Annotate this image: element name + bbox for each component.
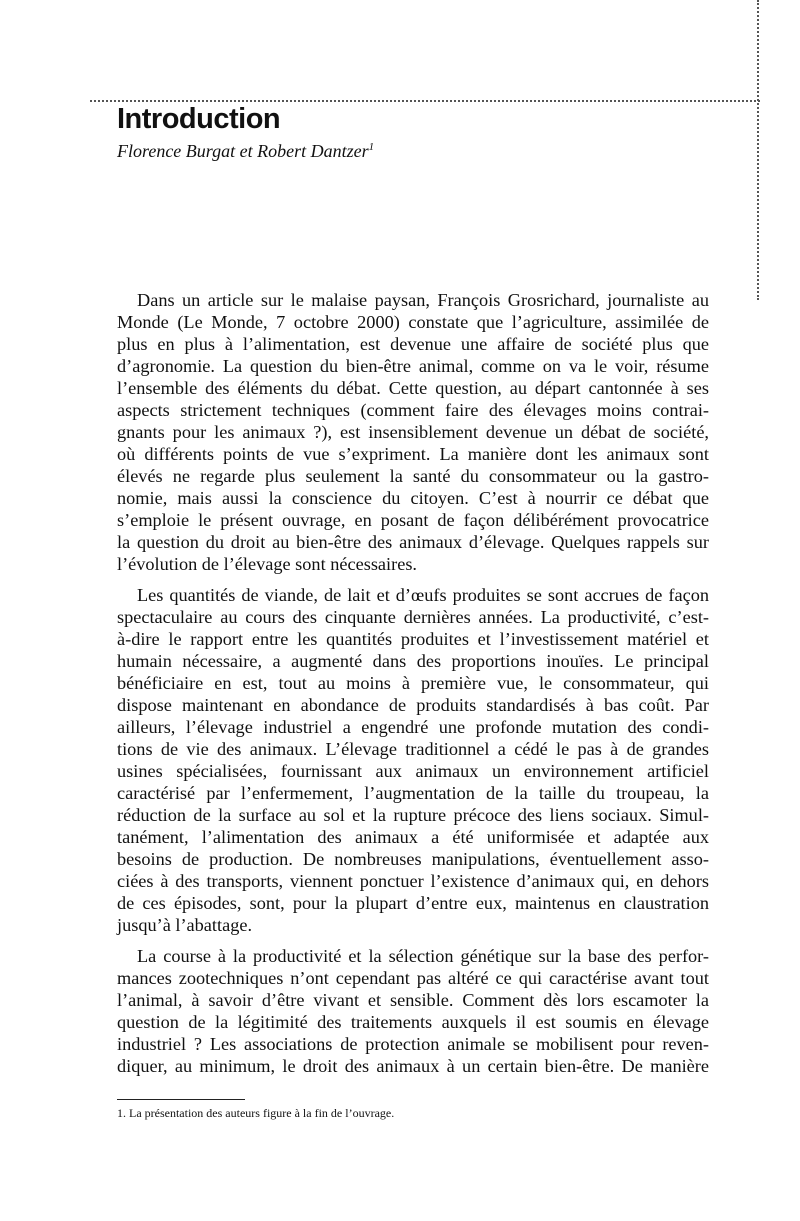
- text-line: d’agronomie. La question du bien-être animal, comme on va le voir, résume: [117, 356, 709, 376]
- paragraph: [117, 289, 709, 575]
- text-line: besoins de production. De nombreuses manipulations, éventuellement asso-: [117, 849, 709, 869]
- text-line: ciées à des transports, viennent ponctuer l’existence d’animaux qui, en dehors: [117, 871, 709, 891]
- chapter-authors: [117, 141, 374, 162]
- text-line: humain nécessaire, a augmenté dans des proportions inouïes. Le principal: [117, 651, 709, 671]
- text-line: bénéficiaire en est, tout au moins à première vue, le consommateur, qui: [117, 673, 709, 693]
- text-line: caractérisé par l’enfermement, l’augmentation de la taille du troupeau, la: [117, 783, 709, 803]
- text-line: l’ensemble des éléments du débat. Cette question, au départ cantonnée à ses: [117, 378, 709, 398]
- body-text: [117, 289, 709, 1086]
- text-line: s’emploie le présent ouvrage, en posant de façon délibérément provocatrice: [117, 510, 709, 530]
- text-line: gnants pour les animaux ?), est insensiblement devenue un débat de société,: [117, 422, 709, 442]
- text-line: industriel ? Les associations de protection animale se mobilisent pour reven-: [117, 1034, 709, 1054]
- text-line: mances zootechniques n’ont cependant pas altéré ce qui caractérise avant tout: [117, 968, 709, 988]
- text-line: plus en plus à l’alimentation, est devenue une affaire de société plus que: [117, 334, 709, 354]
- text-line: jusqu’à l’abattage.: [117, 915, 253, 935]
- text-line: usines spécialisées, fournissant aux animaux un environnement artificiel: [117, 761, 709, 781]
- text-line: l’animal, à savoir d’être vivant et sensible. Comment dès lors escamoter la: [117, 990, 709, 1010]
- text-line: la question du droit au bien-être des animaux d’élevage. Quelques rappels sur: [117, 532, 709, 552]
- text-line: tions de vie des animaux. L’élevage traditionnel a cédé le pas à de grandes: [117, 739, 709, 759]
- paragraph: [117, 945, 709, 1077]
- text-line: de ces épisodes, sont, pour la plupart d’entre eux, maintenus en claustration: [117, 893, 709, 913]
- text-line: La course à la productivité et la sélection génétique sur la base des perfor-: [137, 946, 709, 966]
- text-line: Dans un article sur le malaise paysan, François Grosrichard, journaliste au: [137, 290, 709, 310]
- text-line: question de la légitimité des traitements auxquels il est soumis en élevage: [117, 1012, 709, 1032]
- footnote-mark: 1: [368, 141, 375, 153]
- text-line: Monde (Le Monde, 7 octobre 2000) constate que l’agriculture, assimilée de: [117, 312, 709, 332]
- text-line: diquer, au minimum, le droit des animaux à un certain bien-être. De manière: [117, 1056, 709, 1076]
- text-line: l’évolution de l’élevage sont nécessaires.: [117, 554, 418, 574]
- text-line: aspects strictement techniques (comment faire des élevages moins contrai-: [117, 400, 709, 420]
- footnote: 1. La présentation des auteurs figure à la fin de l’ouvrage.: [117, 1106, 395, 1120]
- paragraph: [117, 584, 709, 936]
- text-line: où différents points de vue s’expriment. La manière dont les animaux sont: [117, 444, 709, 464]
- text-line: à-dire le rapport entre les quantités produites et l’investissement matériel et: [117, 629, 709, 649]
- text-line: Les quantités de viande, de lait et d’œufs produites se sont accrues de façon: [137, 585, 709, 605]
- text-line: spectaculaire au cours des cinquante dernières années. La productivité, c’est-: [117, 607, 709, 627]
- chapter-title: Introduction: [117, 103, 281, 135]
- text-line: réduction de la surface au sol et la rupture précoce des liens sociaux. Simul-: [117, 805, 709, 825]
- text-line: tanément, l’alimentation des animaux a été uniformisée et adaptée aux: [117, 827, 709, 847]
- text-line: nomie, mais aussi la conscience du citoyen. C’est à nourrir ce débat que: [117, 488, 709, 508]
- text-line: élevés ne regarde plus seulement la santé du consommateur ou la gastro-: [117, 466, 709, 486]
- footnote-rule: [117, 1099, 245, 1100]
- margin-dotted-rule: [757, 0, 759, 300]
- text-line: dispose maintenant en abondance de produits standardisés à bas coût. Par: [117, 695, 709, 715]
- text-line: ailleurs, l’élevage industriel a engendré une profonde mutation des condi-: [117, 717, 709, 737]
- header-dotted-rule: [90, 100, 760, 102]
- authors-text: Florence Burgat et Robert Dantzer: [117, 141, 369, 161]
